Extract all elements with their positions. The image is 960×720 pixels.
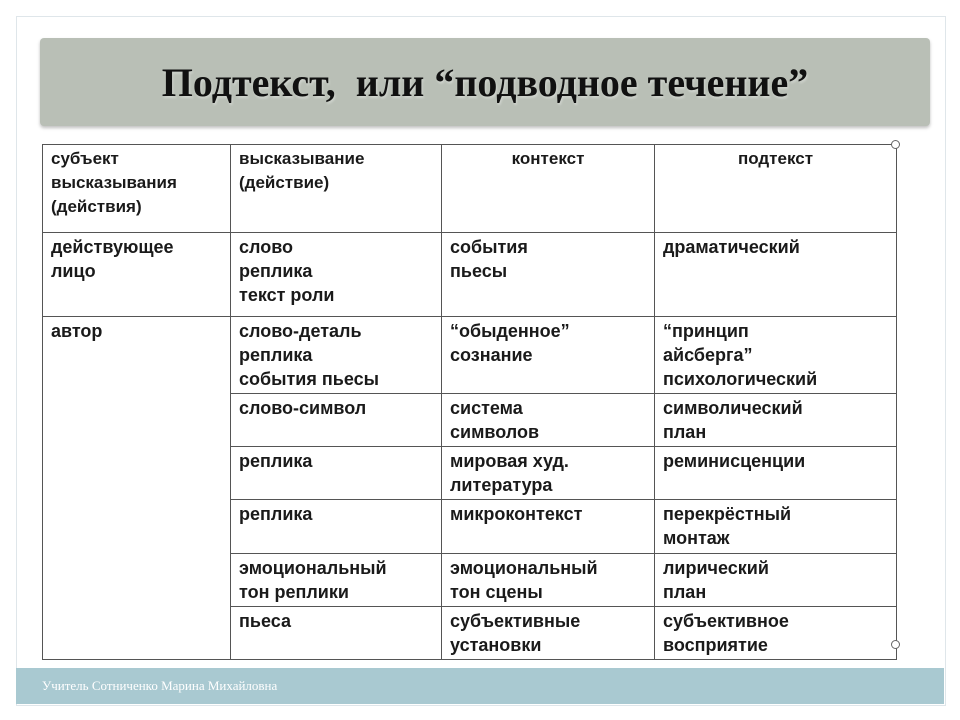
table-cell: “обыденное” сознание — [442, 317, 655, 394]
table-cell: автор — [43, 317, 231, 660]
table-resize-handle-top[interactable] — [891, 140, 900, 149]
table-cell: реминисценции — [655, 447, 897, 500]
table-cell: слово реплика текст роли — [231, 233, 442, 317]
table-cell: слово-символ — [231, 394, 442, 447]
footer-bar — [16, 668, 944, 704]
table-cell: “принцип айсберга” психологический — [655, 317, 897, 394]
table-cell: эмоциональный тон сцены — [442, 554, 655, 607]
table-cell: субъективное восприятие — [655, 607, 897, 660]
header-cell-subtext: подтекст — [655, 145, 897, 233]
table-row — [43, 317, 897, 394]
header-row — [43, 145, 897, 233]
slide-title: Подтекст, или “подводное течение” — [161, 59, 809, 105]
table-cell: мировая худ. литература — [442, 447, 655, 500]
subtext-table — [42, 144, 897, 660]
table-cell: лирический план — [655, 554, 897, 607]
table-cell: субъективные установки — [442, 607, 655, 660]
table-cell: перекрёстный монтаж — [655, 500, 897, 554]
table-row — [43, 233, 897, 317]
table-cell: эмоциональный тон реплики — [231, 554, 442, 607]
footer-author: Учитель Сотниченко Марина Михайловна — [42, 678, 278, 693]
table-cell: микроконтекст — [442, 500, 655, 554]
table-cell: реплика — [231, 447, 442, 500]
table-cell: система символов — [442, 394, 655, 447]
header-cell-utterance: высказывание (действие) — [231, 145, 442, 233]
table-resize-handle-bottom[interactable] — [891, 640, 900, 649]
table-container — [42, 144, 896, 655]
table-cell: символический план — [655, 394, 897, 447]
header-cell-context: контекст — [442, 145, 655, 233]
table-cell: слово-деталь реплика события пьесы — [231, 317, 442, 394]
title-bar — [40, 38, 930, 126]
table-cell: реплика — [231, 500, 442, 554]
table-cell: события пьесы — [442, 233, 655, 317]
table-cell: драматический — [655, 233, 897, 317]
header-cell-subject: субъект высказывания (действия) — [43, 145, 231, 233]
table-cell: действующее лицо — [43, 233, 231, 317]
table-cell: пьеса — [231, 607, 442, 660]
